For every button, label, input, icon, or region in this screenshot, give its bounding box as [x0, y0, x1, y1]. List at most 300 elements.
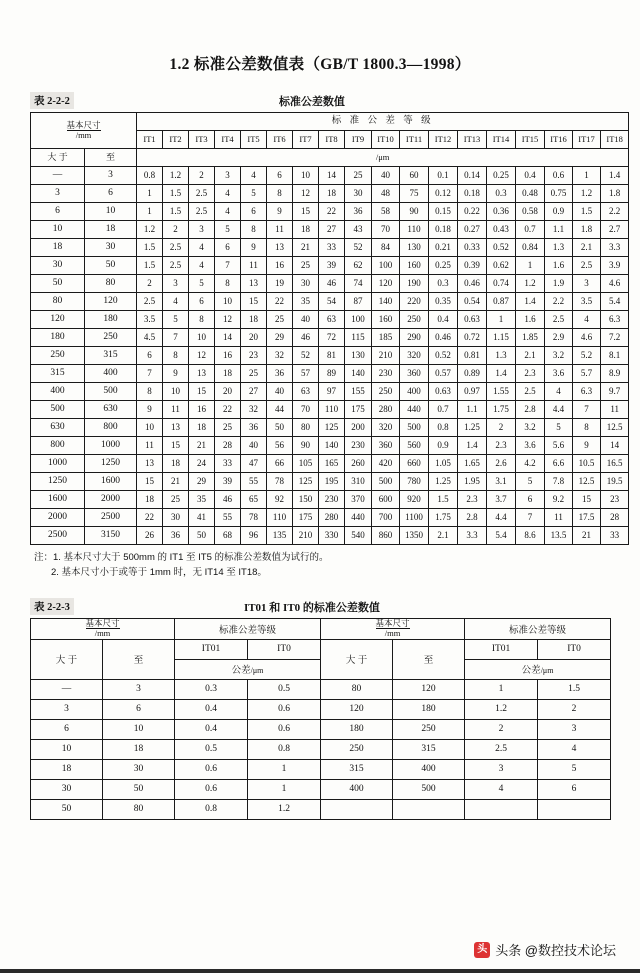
cell: 30 [293, 275, 319, 293]
row-from: 2000 [31, 509, 85, 527]
cell: 9.7 [601, 383, 629, 401]
cell: 0.54 [458, 293, 487, 311]
cell: 27 [241, 383, 267, 401]
cell: 22 [215, 401, 241, 419]
cell: 0.9 [429, 437, 458, 455]
header-grade-IT4: IT4 [215, 131, 241, 149]
cell: 360 [400, 365, 429, 383]
row-to: 630 [85, 401, 137, 419]
cell: 15 [137, 473, 163, 491]
header-grade-group: 标 准 公 差 等 级 [137, 113, 629, 131]
footer [0, 925, 640, 973]
header-to: 至 [85, 149, 137, 167]
cell: 250 [372, 383, 400, 401]
cell: 2.3 [516, 365, 545, 383]
cell: 0.8 [429, 419, 458, 437]
cell: 4.5 [137, 329, 163, 347]
cell: 13 [241, 275, 267, 293]
cell: 2.1 [429, 527, 458, 545]
header-grade-IT10: IT10 [372, 131, 400, 149]
cell: 5 [241, 185, 267, 203]
header-grade-IT5: IT5 [241, 131, 267, 149]
cell: 23 [601, 491, 629, 509]
cell: 420 [372, 455, 400, 473]
cell: 1.25 [458, 419, 487, 437]
table-row [31, 509, 629, 527]
cell: 2.5 [137, 293, 163, 311]
table-row [31, 203, 629, 221]
cell: 5.4 [601, 293, 629, 311]
cell: 4 [241, 167, 267, 185]
cell: 28 [601, 509, 629, 527]
header-grade-IT12: IT12 [429, 131, 458, 149]
row-from: 80 [321, 679, 393, 699]
cell: 15 [293, 203, 319, 221]
cell: 7.2 [601, 329, 629, 347]
header-grade-IT15: IT15 [516, 131, 545, 149]
cell: 4.4 [487, 509, 516, 527]
cell: 1.2 [163, 167, 189, 185]
cell: 330 [319, 527, 345, 545]
table-row [31, 401, 629, 419]
cell: 1.3 [487, 347, 516, 365]
cell: 7 [516, 509, 545, 527]
cell: 11 [163, 401, 189, 419]
cell: 33 [319, 239, 345, 257]
cell: 43 [345, 221, 372, 239]
cell: 540 [345, 527, 372, 545]
cell: 280 [319, 509, 345, 527]
cell: 62 [345, 257, 372, 275]
cell: 4.6 [573, 329, 601, 347]
cell: 7 [573, 401, 601, 419]
cell: 6 [267, 167, 293, 185]
cell: 48 [372, 185, 400, 203]
cell: 58 [372, 203, 400, 221]
cell: 8 [573, 419, 601, 437]
cell: 92 [267, 491, 293, 509]
cell: 0.4 [175, 719, 248, 739]
row-from: 1250 [31, 473, 85, 491]
cell: 11 [267, 221, 293, 239]
cell: 0.57 [429, 365, 458, 383]
cell: 260 [345, 455, 372, 473]
header-grade-IT17: IT17 [573, 131, 601, 149]
row-to: 6 [85, 185, 137, 203]
cell: 280 [372, 401, 400, 419]
cell: 46 [293, 329, 319, 347]
cell: 25 [267, 311, 293, 329]
cell: 1.05 [429, 455, 458, 473]
document-page [0, 52, 640, 973]
table2-caption [30, 598, 610, 615]
table-row [31, 699, 611, 719]
cell: 1.5 [429, 491, 458, 509]
cell: 3 [573, 275, 601, 293]
cell: 2.5 [573, 257, 601, 275]
cell: 18 [215, 365, 241, 383]
row-from: 6 [31, 719, 103, 739]
header-grade-IT6: IT6 [267, 131, 293, 149]
row-from: 30 [31, 257, 85, 275]
cell: 9 [241, 239, 267, 257]
header-IT0-right: IT0 [538, 639, 611, 659]
cell: 4 [465, 779, 538, 799]
cell: 78 [267, 473, 293, 491]
cell: 54 [319, 293, 345, 311]
cell: 0.3 [487, 185, 516, 203]
cell: 7 [163, 329, 189, 347]
cell: 6 [241, 203, 267, 221]
cell: 105 [293, 455, 319, 473]
row-from: 18 [31, 759, 103, 779]
note-1: 注：1. 基本尺寸大于 500mm 的 IT1 至 IT5 的标准公差数值为试行的。 [34, 552, 329, 563]
cell: 230 [319, 491, 345, 509]
cell: 1.5 [137, 257, 163, 275]
cell: 8 [215, 275, 241, 293]
row-from: 3 [31, 699, 103, 719]
cell: 50 [189, 527, 215, 545]
cell: 16 [189, 401, 215, 419]
cell: 75 [400, 185, 429, 203]
cell: 2 [538, 699, 611, 719]
table-row [31, 221, 629, 239]
cell: 0.74 [487, 275, 516, 293]
cell: 700 [372, 509, 400, 527]
table-row [31, 437, 629, 455]
cell: 47 [241, 455, 267, 473]
cell: 60 [400, 167, 429, 185]
row-from: 80 [31, 293, 85, 311]
cell: 4 [545, 383, 573, 401]
cell: 2.8 [458, 509, 487, 527]
cell: 100 [345, 311, 372, 329]
row-to: 80 [85, 275, 137, 293]
cell: 18 [163, 455, 189, 473]
cell: 1350 [400, 527, 429, 545]
table-row [31, 473, 629, 491]
cell: 56 [267, 437, 293, 455]
header-IT01-right: IT01 [465, 639, 538, 659]
cell: 0.48 [516, 185, 545, 203]
cell: 290 [400, 329, 429, 347]
cell: 20 [241, 329, 267, 347]
cell: 5 [516, 473, 545, 491]
cell: 12 [189, 347, 215, 365]
cell: 11 [241, 257, 267, 275]
cell: 2.5 [189, 185, 215, 203]
cell: 6.3 [601, 311, 629, 329]
cell: 1100 [400, 509, 429, 527]
cell: 120 [372, 275, 400, 293]
cell: 135 [267, 527, 293, 545]
row-to: 6 [103, 699, 175, 719]
cell: 0.6 [248, 719, 321, 739]
cell: 9 [267, 203, 293, 221]
cell: 175 [293, 509, 319, 527]
watermark [474, 940, 616, 959]
cell: 17.5 [573, 509, 601, 527]
cell: 66 [267, 455, 293, 473]
cell: 2 [487, 419, 516, 437]
cell: 25 [215, 419, 241, 437]
table-row [31, 779, 611, 799]
table-row [31, 455, 629, 473]
cell: 0.7 [516, 221, 545, 239]
table-row [31, 167, 629, 185]
cell: 15 [189, 383, 215, 401]
cell: 9 [573, 437, 601, 455]
cell: 16 [215, 347, 241, 365]
row-to: 30 [103, 759, 175, 779]
cell: 10 [293, 167, 319, 185]
row-from: 800 [31, 437, 85, 455]
note-2: 2. 基本尺寸小于或等于 1mm 时，无 IT14 至 IT18。 [51, 566, 267, 578]
cell: 1.85 [516, 329, 545, 347]
cell: 57 [293, 365, 319, 383]
cell: 97 [319, 383, 345, 401]
table-row [31, 419, 629, 437]
cell: 14 [601, 437, 629, 455]
cell: 140 [319, 437, 345, 455]
cell: 1.15 [487, 329, 516, 347]
cell: 13.5 [545, 527, 573, 545]
row-to: 315 [393, 739, 465, 759]
cell: 500 [400, 419, 429, 437]
cell: 0.52 [487, 239, 516, 257]
cell: 2.5 [516, 383, 545, 401]
row-to: 10 [103, 719, 175, 739]
cell: 13 [163, 419, 189, 437]
cell: 1.4 [601, 167, 629, 185]
cell: 175 [345, 401, 372, 419]
cell: 22 [319, 203, 345, 221]
cell: 5 [189, 275, 215, 293]
cell: 6 [137, 347, 163, 365]
row-to: 120 [393, 679, 465, 699]
cell: 36 [267, 365, 293, 383]
cell: 18 [137, 491, 163, 509]
cell: 370 [345, 491, 372, 509]
cell: 2.5 [465, 739, 538, 759]
cell: 87 [345, 293, 372, 311]
cell: 9 [137, 401, 163, 419]
cell: 1 [248, 759, 321, 779]
cell: 65 [241, 491, 267, 509]
cell: 5 [163, 311, 189, 329]
cell: 63 [319, 311, 345, 329]
cell: 52 [293, 347, 319, 365]
cell: 0.84 [516, 239, 545, 257]
cell: 39 [319, 257, 345, 275]
cell: 32 [241, 401, 267, 419]
cell: 155 [345, 383, 372, 401]
cell: 46 [319, 275, 345, 293]
cell: 21 [189, 437, 215, 455]
cell: 230 [372, 365, 400, 383]
row-to: 18 [85, 221, 137, 239]
cell: 4.6 [601, 275, 629, 293]
header-tolerance-unit-left: 公差/μm [175, 659, 321, 679]
cell: 1.4 [458, 437, 487, 455]
header-basic-size-right: $\frac{\text{基本尺寸}}{/mm}$ [321, 619, 465, 640]
cell: 10.5 [573, 455, 601, 473]
table2-header-row-1 [31, 619, 611, 640]
cell: 3.1 [487, 473, 516, 491]
cell: 150 [293, 491, 319, 509]
cell: 1.1 [545, 221, 573, 239]
cell: 0.63 [458, 311, 487, 329]
cell: 0.1 [429, 167, 458, 185]
cell: 70 [293, 401, 319, 419]
toutiao-logo-icon: 头 [474, 942, 490, 958]
cell: 3.2 [516, 419, 545, 437]
cell: 1.5 [573, 203, 601, 221]
cell: 130 [400, 239, 429, 257]
row-from: 1600 [31, 491, 85, 509]
cell: 12 [215, 311, 241, 329]
cell: 90 [293, 437, 319, 455]
cell: 36 [163, 527, 189, 545]
it01-it0-tolerance-table [30, 618, 611, 820]
cell: 27 [319, 221, 345, 239]
cell: 18 [319, 185, 345, 203]
table-row [31, 679, 611, 699]
cell: 14 [319, 167, 345, 185]
cell: 10 [163, 383, 189, 401]
cell: 63 [293, 383, 319, 401]
cell: 6 [538, 779, 611, 799]
cell: 13 [137, 455, 163, 473]
cell: 920 [400, 491, 429, 509]
row-to: 1600 [85, 473, 137, 491]
cell: 0.27 [458, 221, 487, 239]
table1-notes [34, 551, 606, 580]
cell: 3.6 [545, 365, 573, 383]
cell: 15 [163, 437, 189, 455]
header-grade-IT3: IT3 [189, 131, 215, 149]
row-from: 2500 [31, 527, 85, 545]
cell: 0.25 [487, 167, 516, 185]
cell: 7 [215, 257, 241, 275]
cell: 0.3 [429, 275, 458, 293]
cell: 0.36 [487, 203, 516, 221]
cell: 2.5 [163, 239, 189, 257]
header-grade-IT1: IT1 [137, 131, 163, 149]
cell: 1.75 [487, 401, 516, 419]
cell: 1.4 [487, 365, 516, 383]
cell: 6 [516, 491, 545, 509]
cell: 2.8 [516, 401, 545, 419]
cell: 2 [163, 221, 189, 239]
cell: 140 [372, 293, 400, 311]
table-row [31, 257, 629, 275]
cell: 0.52 [429, 347, 458, 365]
header-value-unit: /μm [137, 149, 629, 167]
cell: 14 [215, 329, 241, 347]
table-row [31, 491, 629, 509]
cell: 74 [345, 275, 372, 293]
cell: 22 [267, 293, 293, 311]
cell: 2.1 [516, 347, 545, 365]
cell: 2.5 [189, 203, 215, 221]
cell: 0.63 [429, 383, 458, 401]
cell: 11 [137, 437, 163, 455]
header-grade-IT13: IT13 [458, 131, 487, 149]
cell: 24 [189, 455, 215, 473]
cell: 18 [189, 419, 215, 437]
header-greater-than: 大 于 [31, 149, 85, 167]
cell: 2 [465, 719, 538, 739]
cell: 8 [137, 383, 163, 401]
cell: 165 [319, 455, 345, 473]
table-row [31, 759, 611, 779]
cell: 200 [345, 419, 372, 437]
table-row [31, 185, 629, 203]
cell: 13 [189, 365, 215, 383]
row-to: 2500 [85, 509, 137, 527]
cell: 2.1 [573, 239, 601, 257]
row-from: 400 [31, 383, 85, 401]
cell: 1.5 [137, 239, 163, 257]
cell: 1.95 [458, 473, 487, 491]
cell: 8 [241, 221, 267, 239]
cell: 41 [189, 509, 215, 527]
cell: 10 [215, 293, 241, 311]
cell: 35 [189, 491, 215, 509]
cell: 3.9 [601, 257, 629, 275]
cell: 3.5 [137, 311, 163, 329]
cell: 0.3 [175, 679, 248, 699]
cell: 1.25 [429, 473, 458, 491]
cell: 40 [293, 311, 319, 329]
table-row [31, 799, 611, 819]
header-tolerance-unit-right: 公差/μm [465, 659, 611, 679]
cell: 6 [215, 239, 241, 257]
row-to: 315 [85, 347, 137, 365]
header-greater-than-right: 大 于 [321, 639, 393, 679]
cell: 46 [215, 491, 241, 509]
table-row [31, 719, 611, 739]
cell: 72 [319, 329, 345, 347]
header-grade-IT16: IT16 [545, 131, 573, 149]
cell: 110 [319, 401, 345, 419]
cell: 1.3 [545, 239, 573, 257]
row-from: 6 [31, 203, 85, 221]
cell: 6.6 [545, 455, 573, 473]
cell: 1 [137, 185, 163, 203]
table-row [31, 293, 629, 311]
cell: 1 [137, 203, 163, 221]
cell: 4 [573, 311, 601, 329]
cell: 860 [372, 527, 400, 545]
cell: 40 [372, 167, 400, 185]
cell: 160 [372, 311, 400, 329]
cell: 96 [241, 527, 267, 545]
cell: 1 [248, 779, 321, 799]
cell: 35 [293, 293, 319, 311]
cell: 18 [241, 311, 267, 329]
cell: 6 [189, 293, 215, 311]
cell: 0.4 [429, 311, 458, 329]
cell: 0.43 [487, 221, 516, 239]
cell: 0.7 [429, 401, 458, 419]
cell: 0.81 [458, 347, 487, 365]
cell: 8 [267, 185, 293, 203]
row-from: 250 [31, 347, 85, 365]
cell [465, 799, 538, 819]
watermark-text: 头条 @数控技术论坛 [495, 943, 616, 958]
